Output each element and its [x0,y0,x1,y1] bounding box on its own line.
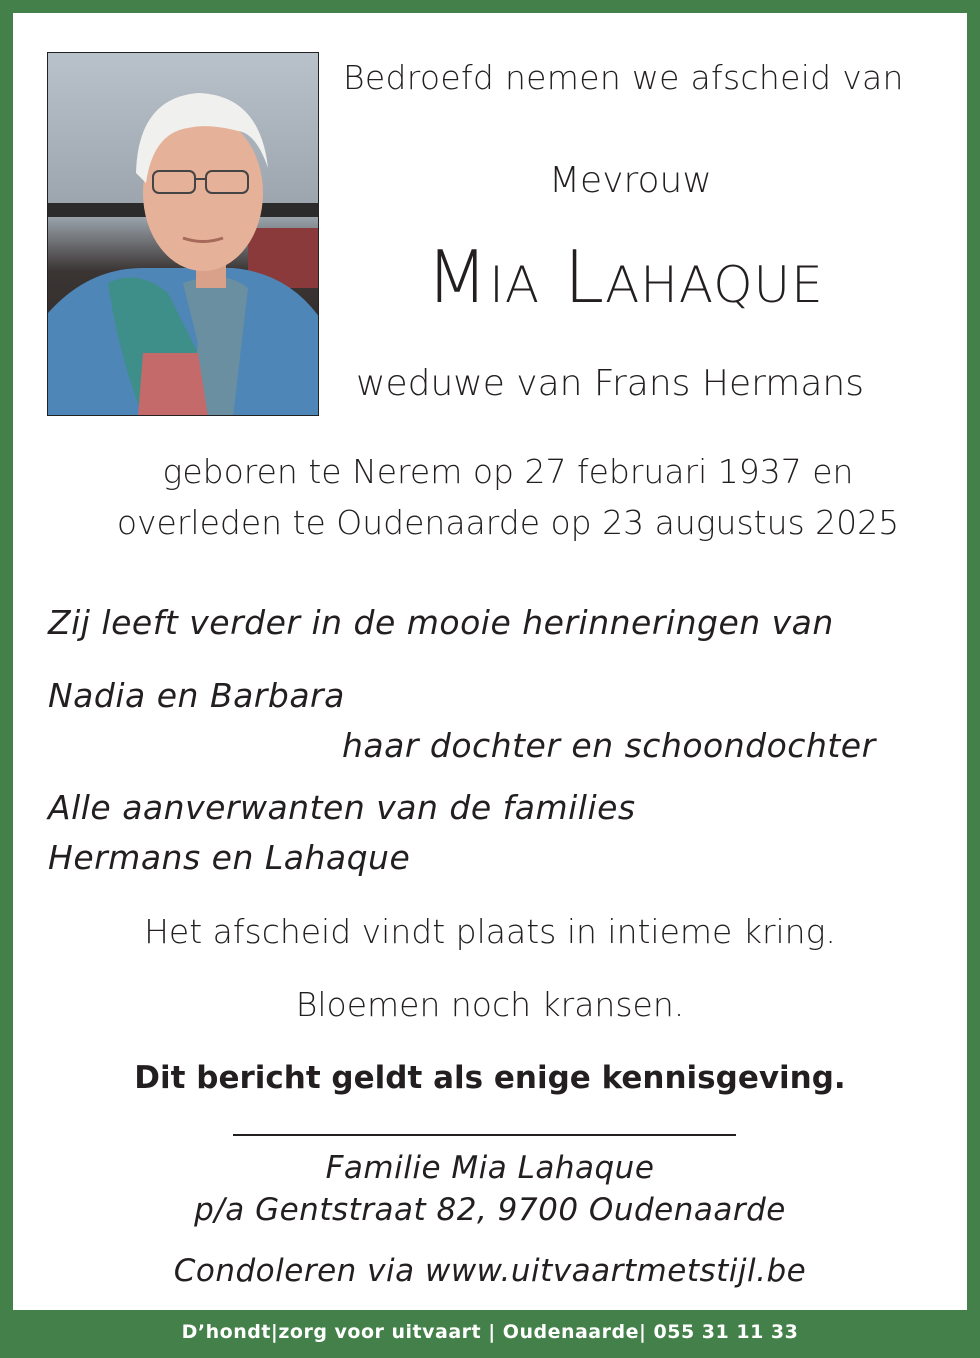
family-name: Familie Mia Lahaque [325,1150,655,1186]
relatives-line-1: Alle aanverwanten van de families [48,788,636,827]
deceased-name: Mia Lahaque [426,235,824,319]
widow-of-text: weduwe van Frans Hermans [356,363,864,404]
farewell-text: Het afscheid vindt plaats in intieme kring. [144,912,836,951]
flowers-text: Bloemen noch kransen. [295,985,685,1024]
portrait-image [48,53,319,416]
death-line: overleden te Oudenaarde op 23 augustus 2025 [116,503,900,542]
relative-names-1: Nadia en Barbara [48,676,345,715]
memories-heading: Zij leeft verder in de mooie herinneringen van [48,603,834,642]
intro-text: Bedroefd nemen we afscheid van [343,58,904,97]
divider [233,1134,736,1136]
funeral-home-footer: D’hondt|zorg voor uitvaart | Oudenaarde| 055 31 11 33 [181,1321,799,1343]
birth-line: geboren te Nerem op 27 februari 1937 en [162,452,854,491]
official-notice-text: Dit bericht geldt als enige kennisgeving. [134,1060,846,1096]
portrait-photo [47,52,319,416]
title-text: Mevrouw [549,160,712,201]
family-address: p/a Gentstraat 82, 9700 Oudenaarde [194,1192,786,1228]
relative-relation-1: haar dochter en schoondochter [342,726,876,765]
condolence-link[interactable]: Condoleren via www.uitvaartmetstijl.be [173,1253,807,1289]
relatives-line-2: Hermans en Lahaque [48,838,411,877]
